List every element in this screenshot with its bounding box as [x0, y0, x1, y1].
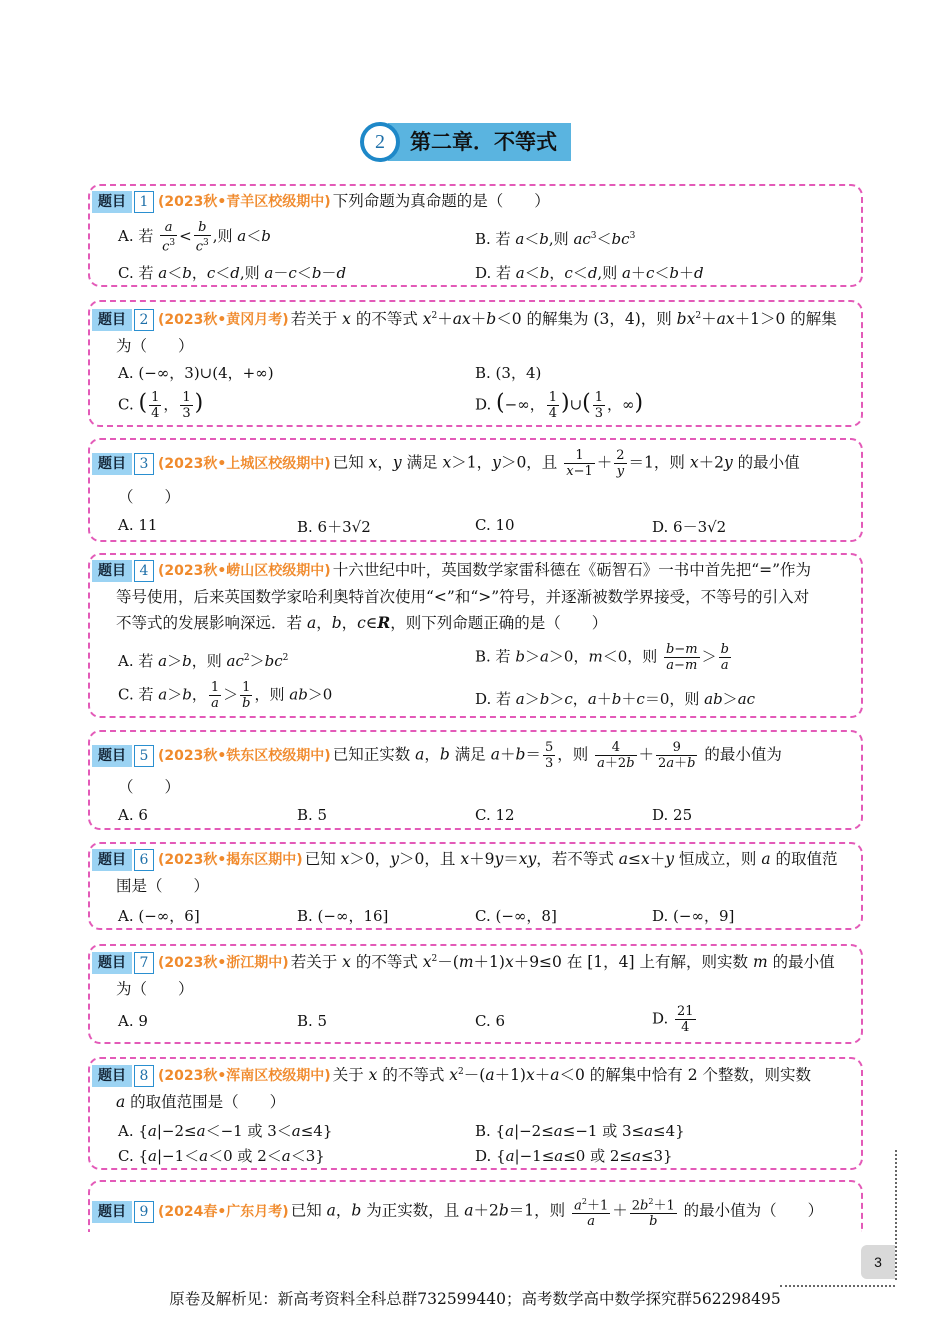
- question-5-option-b: B. 5: [297, 806, 328, 824]
- question-6-option-a: A. (−∞，6]: [118, 907, 200, 925]
- page-edge-dots: [895, 1150, 897, 1280]
- question-number: 6: [134, 849, 154, 871]
- question-1-option-b: B. 若 a＜b,则 $ac^3<bc^3$: [475, 230, 636, 248]
- question-number: 4: [134, 560, 154, 582]
- question-4-option-c: C. 若 a＞b， $\frac{1}{a}$ ＞ $\frac{1}{b}$ ，则 ab＞0: [118, 680, 333, 711]
- question-4-option-a: A. 若 a＞b，则 $ac^2>bc^2$: [118, 652, 289, 670]
- question-source: (2024春•广东月考): [158, 1203, 289, 1220]
- question-8-option-c: C. {a|−1＜a＜0 或 2＜a＜3}: [118, 1147, 325, 1165]
- question-3-stem: 题目 3 (2023秋•上城区校级期中) 已知 x，y 满足 x＞1，y＞0，且 $\frac{1}{x-1}$ ＋ $\frac{2}{y}$ ＝1，则 x＋2y 的最小值: [92, 448, 800, 479]
- question-tag: 题目: [92, 191, 132, 213]
- question-source: (2023秋•揭东区期中): [158, 852, 303, 868]
- question-tag: 题目: [92, 745, 132, 767]
- question-source: (2023秋•上城区校级期中): [158, 455, 331, 472]
- question-7-option-c: C. 6: [475, 1012, 506, 1030]
- question-5-paren: （ ）: [118, 778, 181, 796]
- question-source: (2023秋•浙江期中): [158, 955, 289, 972]
- page-number: 3: [861, 1245, 895, 1279]
- question-3-option-d: D. 6－3√2: [652, 518, 727, 536]
- question-source: (2023秋•浑南区校级期中): [158, 1068, 331, 1085]
- question-4-option-b: B. 若 b＞a＞0，m＜0，则 $\frac{b-m}{a-m}$ ＞ $\frac{b}{a}$: [475, 642, 729, 673]
- question-5-option-d: D. 25: [652, 806, 693, 824]
- question-4-option-d: D. 若 a＞b＞c，a＋b＋c＝0，则 ab＞ac: [475, 690, 756, 708]
- question-3-option-a: A. 11: [118, 516, 158, 534]
- question-1-option-a: A. 若 $\frac{a}{c^3}$ < $\frac{b}{c^3}$ ,则 a＜b: [118, 220, 271, 255]
- footer-text: 原卷及解析见：新高考资料全科总群732599440；高考数学高中数学探究群562298495: [169, 1290, 781, 1308]
- chapter-number: 2: [360, 122, 400, 162]
- question-tag: 题目: [92, 453, 132, 475]
- question-number: 7: [134, 952, 154, 974]
- question-3-paren: （ ）: [118, 488, 181, 506]
- question-source: (2023秋•铁东区校级期中): [158, 747, 331, 764]
- question-7-option-b: B. 5: [297, 1012, 328, 1030]
- question-6-option-c: C. (−∞，8]: [475, 907, 557, 925]
- question-6-option-b: B. (−∞，16]: [297, 907, 389, 925]
- question-5-option-c: C. 12: [475, 806, 515, 824]
- question-5-stem: 题目 5 (2023秋•铁东区校级期中) 已知正实数 a，b 满足 a＋b＝ $\frac{5}{3}$ ，则 $\frac{4}{a+2b}$ ＋ $\frac{9}{2a+b}$ 的最小值为: [92, 740, 782, 771]
- question-8-option-d: D. {a|−1≤a≤0 或 2≤a≤3}: [475, 1147, 673, 1165]
- question-tag: 题目: [92, 1201, 132, 1223]
- question-tag: 题目: [92, 560, 132, 582]
- question-number: 2: [134, 309, 154, 331]
- question-1-option-d: D. 若 a＜b，c＜d,则 a＋c＜b＋d: [475, 264, 704, 282]
- question-6-stem: 题目 6 (2023秋•揭东区期中) 已知 x＞0，y＞0，且 x＋9y＝xy，若不等式 a≤x＋y 恒成立，则 a 的取值范 围是（ ）: [92, 846, 862, 899]
- question-1-option-c: C. 若 a＜b，c＜d,则 a－c＜b－d: [118, 264, 347, 282]
- question-7-option-a: A. 9: [118, 1012, 148, 1030]
- question-number: 9: [134, 1201, 154, 1223]
- question-9-stem: 题目 9 (2024春•广东月考) 已知 a，b 为正实数，且 a＋2b＝1，则 $\frac{a^2+1}{a}$ ＋ $\frac{2b^2+1}{b}$ 的最小值为（ ）: [92, 1194, 823, 1229]
- question-tag: 题目: [92, 309, 132, 331]
- question-number: 8: [134, 1065, 154, 1087]
- question-number: 1: [134, 191, 154, 213]
- question-1-stem: 题目 1 (2023秋•青羊区校级期中) 下列命题为真命题的是（ ）: [92, 188, 550, 215]
- question-2-option-c: C. ( $\frac{1}{4}$ ， $\frac{1}{3}$ ): [118, 390, 204, 421]
- question-2-option-d: D. (−∞， $\frac{1}{4}$ )∪( $\frac{1}{3}$ ，∞): [475, 390, 644, 421]
- question-2-stem: 题目 2 (2023秋•黄冈月考) 若关于 x 的不等式 $x^2+ax+b<0$ 的解集为 (3，4)，则 $bx^2+ax+1>0$ 的解集 为（ ）: [92, 303, 862, 359]
- chapter-header: [360, 122, 571, 162]
- question-source: (2023秋•崂山区校级期中): [158, 563, 331, 579]
- question-8-option-b: B. {a|−2≤a≤−1 或 3≤a≤4}: [475, 1122, 685, 1140]
- question-7-option-d: D. $\frac{21}{4}$: [652, 1004, 694, 1035]
- chapter-title: 第二章．不等式: [388, 123, 571, 161]
- question-tag: 题目: [92, 952, 132, 974]
- question-2-option-a: A. (−∞，3)∪(4，+∞): [118, 364, 274, 382]
- question-3-option-c: C. 10: [475, 516, 515, 534]
- question-number: 5: [134, 745, 154, 767]
- question-tag: 题目: [92, 1065, 132, 1087]
- question-8-stem: 题目 8 (2023秋•浑南区校级期中) 关于 x 的不等式 $x^2-(a+1)x+a<0$ 的解集中恰有 2 个整数，则实数 a 的取值范围是（ ）: [92, 1059, 862, 1115]
- question-source: (2023秋•青羊区校级期中): [158, 194, 331, 210]
- question-3-option-b: B. 6＋3√2: [297, 518, 371, 536]
- question-6-option-d: D. (−∞，9]: [652, 907, 735, 925]
- question-8-option-a: A. {a|−2≤a＜−1 或 3＜a≤4}: [118, 1122, 333, 1140]
- question-5-option-a: A. 6: [118, 806, 148, 824]
- question-tag: 题目: [92, 849, 132, 871]
- question-7-stem: 题目 7 (2023秋•浙江期中) 若关于 x 的不等式 $x^2-(m+1)x+9\le 0$ 在 [1，4] 上有解，则实数 m 的最小值 为（ ）: [92, 946, 862, 1002]
- question-number: 3: [134, 453, 154, 475]
- question-2-option-b: B. (3，4): [475, 364, 542, 382]
- question-source: (2023秋•黄冈月考): [158, 312, 289, 329]
- question-4-stem: 题目 4 (2023秋•崂山区校级期中) 十六世纪中叶，英国数学家雷科德在《砺智石》一书中首先把“=”作为 等号使用，后来英国数学家哈利奥特首次使用“<”和“>”符号，并逐渐被数学界接受，不等号的引入对 不等式的发展影响深远．若 a，b，c∈R，则下列命题正确的是（ ）: [92, 557, 858, 636]
